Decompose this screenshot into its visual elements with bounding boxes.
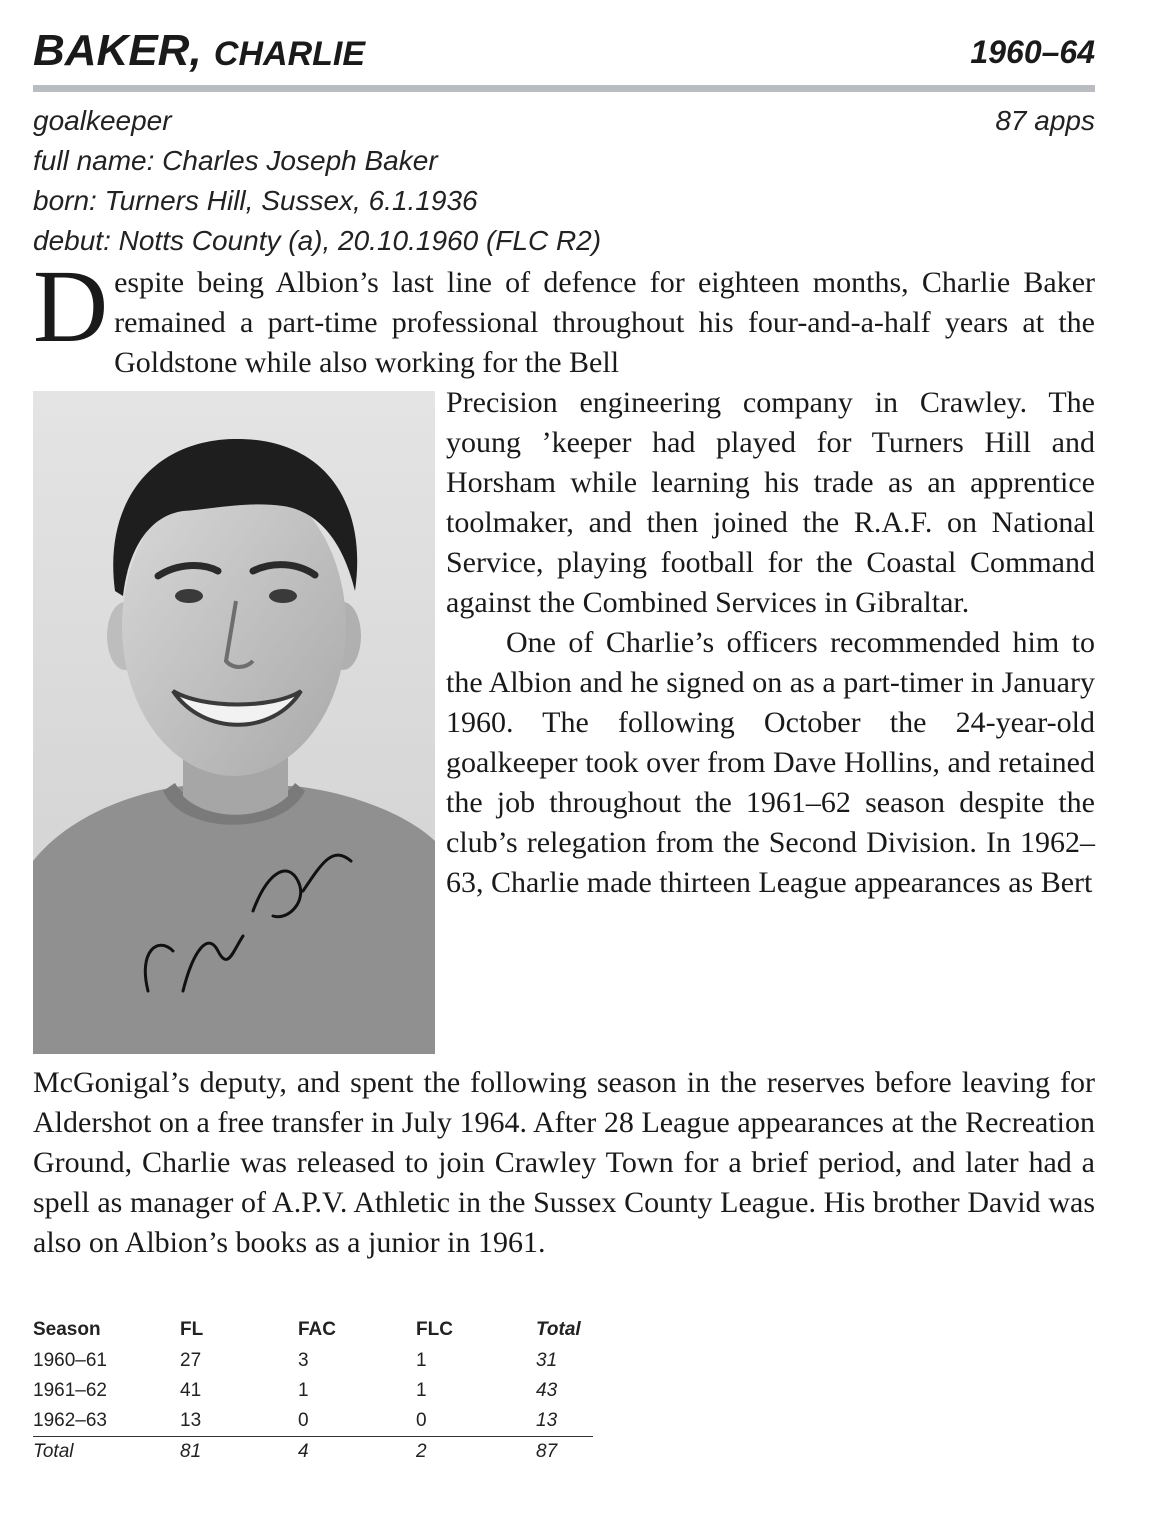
cell-season: 1960–61 bbox=[33, 1350, 107, 1371]
cell-fl: 27 bbox=[180, 1350, 202, 1371]
table-row bbox=[33, 1346, 593, 1376]
cell-fac: 1 bbox=[298, 1380, 309, 1401]
drop-cap: D bbox=[33, 249, 109, 364]
total-flc: 2 bbox=[416, 1437, 536, 1468]
born-line: born: Turners Hill, Sussex, 6.1.1936 bbox=[33, 185, 478, 216]
cell-flc: 1 bbox=[416, 1380, 427, 1401]
player-name-heading bbox=[33, 26, 365, 79]
appearances-table bbox=[33, 1314, 593, 1467]
biography-intro bbox=[33, 249, 1095, 383]
table-row bbox=[33, 1376, 593, 1406]
biography-bottom: McGonigal’s deputy, and spent the following season in the reserves before leaving for Aldershot on a free transfer in July 1964. After 28 League appearances at the Recreation Ground, Charlie was released to join Crawley Town for a brief period, and later had a spell as manager of A.P.V. Athletic in the Sussex County League. His brother David was also on Albion’s books as a junior in 1961. bbox=[33, 1066, 1095, 1259]
biography-para2-side: One of Charlie’s officers recommended him to the Albion and he signed on as a part-timer in January 1960. The following October the 24-year-old goalkeeper took over from Dave Hollins, and retained the job throughout the 1961–62 season despite the club’s relegation from the Second Division. In 1962–63, Charlie made thirteen League appearances as Bert bbox=[446, 626, 1095, 899]
cell-total: 13 bbox=[536, 1410, 558, 1431]
player-surname: BAKER, bbox=[33, 26, 202, 75]
cell-fac: 0 bbox=[298, 1410, 309, 1431]
total-fl: 81 bbox=[180, 1437, 298, 1468]
column-header-fl: FL bbox=[180, 1319, 204, 1340]
player-position: goalkeeper bbox=[33, 105, 172, 136]
table-header-row bbox=[33, 1314, 593, 1346]
player-forename: CHARLIE bbox=[213, 35, 366, 73]
cell-season: 1962–63 bbox=[33, 1410, 107, 1431]
total-fac: 4 bbox=[298, 1437, 416, 1468]
biography-intro-text: espite being Albion’s last line of defence for eighteen months, Charlie Baker remained a part-time professional throughout his four-and-a-half years at the Goldstone while also working for the Bell bbox=[114, 266, 1095, 379]
table-row bbox=[33, 1406, 593, 1437]
cell-season: 1961–62 bbox=[33, 1380, 107, 1401]
career-years: 1960–64 bbox=[970, 34, 1095, 70]
player-portrait-image bbox=[33, 391, 435, 1054]
column-header-season: Season bbox=[33, 1319, 101, 1340]
appearances-count: 87 apps bbox=[995, 105, 1095, 136]
header-divider bbox=[33, 85, 1095, 92]
cell-total: 43 bbox=[536, 1380, 558, 1401]
cell-flc: 0 bbox=[416, 1410, 427, 1431]
total-label: Total bbox=[33, 1437, 180, 1468]
column-header-flc: FLC bbox=[416, 1319, 453, 1340]
player-photo bbox=[33, 391, 435, 1054]
table-total-row bbox=[33, 1437, 593, 1468]
cell-flc: 1 bbox=[416, 1350, 427, 1371]
cell-total: 31 bbox=[536, 1350, 558, 1371]
biography-side-column bbox=[446, 383, 1095, 903]
biography-para1-side: Precision engineering company in Crawley. The young ’keeper had played for Turners Hill and Horsham while learning his trade as an apprentice toolmaker, and then joined the R.A.F. on National Service, playing football for the Coastal Command against the Combined Services in Gibraltar. bbox=[446, 386, 1095, 619]
full-name-line: full name: Charles Joseph Baker bbox=[33, 145, 438, 176]
total-total: 87 bbox=[536, 1437, 593, 1468]
column-header-fac: FAC bbox=[298, 1319, 336, 1340]
cell-fac: 3 bbox=[298, 1350, 309, 1371]
debut-line: debut: Notts County (a), 20.10.1960 (FLC R2) bbox=[33, 225, 602, 256]
cell-fl: 13 bbox=[180, 1410, 202, 1431]
column-header-total: Total bbox=[536, 1319, 581, 1340]
info-position-line bbox=[33, 101, 1095, 141]
cell-fl: 41 bbox=[180, 1380, 202, 1401]
